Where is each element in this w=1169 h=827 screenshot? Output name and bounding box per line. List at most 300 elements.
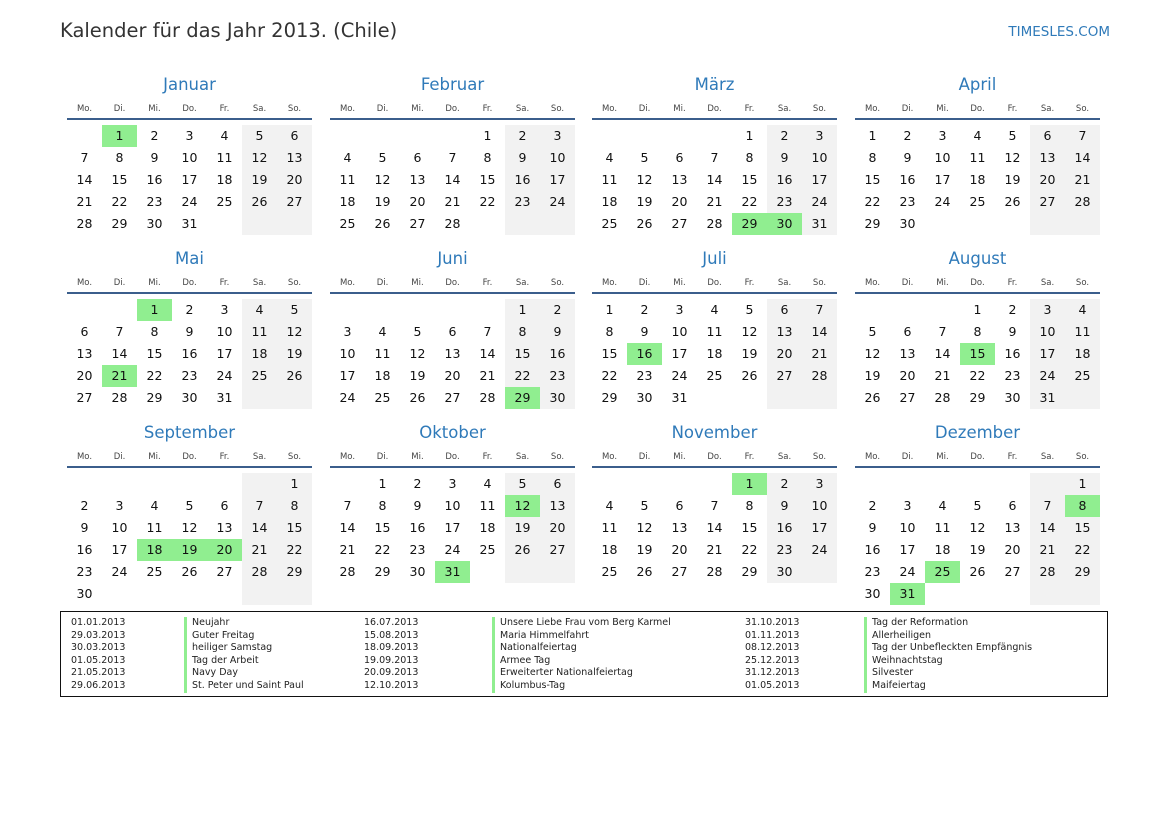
month-name: August [948, 249, 1007, 268]
weekday-label: Mi. [673, 452, 686, 462]
month-rule [592, 466, 837, 468]
day-cell: 26 [1004, 194, 1021, 209]
legend-date: 30.03.2013 [71, 642, 126, 654]
day-cell: 12 [1004, 150, 1021, 165]
day-cell: 20 [286, 172, 303, 187]
weekday-label: Di. [376, 278, 389, 288]
weekday-label: Do. [445, 278, 460, 288]
day-cell: 19 [286, 346, 303, 361]
day-cell: 20 [409, 194, 426, 209]
day-cell: 9 [780, 150, 789, 165]
day-cell: 23 [514, 194, 531, 209]
day-cell: 3 [220, 302, 229, 317]
weekday-label: Mo. [76, 452, 93, 462]
day-cell: 29 [864, 216, 881, 231]
day-cell: 2 [780, 128, 789, 143]
day-cell: 11 [706, 324, 723, 339]
holiday-day-cell: 1 [137, 299, 172, 321]
legend-date: 18.09.2013 [364, 642, 419, 654]
day-cell: 7 [448, 150, 457, 165]
day-cell: 8 [745, 150, 754, 165]
day-cell: 22 [374, 542, 391, 557]
day-cell: 22 [146, 368, 163, 383]
weekday-label: Fr. [1007, 278, 1018, 288]
weekday-label: Mo. [864, 452, 881, 462]
day-cell: 25 [1074, 368, 1091, 383]
day-cell: 2 [868, 498, 877, 513]
day-cell: 5 [640, 498, 649, 513]
day-cell: 18 [969, 172, 986, 187]
day-cell: 13 [549, 498, 566, 513]
day-cell: 22 [741, 194, 758, 209]
day-cell: 17 [899, 542, 916, 557]
day-cell: 27 [216, 564, 233, 579]
day-cell: 28 [251, 564, 268, 579]
weekday-label: Di. [901, 452, 914, 462]
weekday-label: Sa. [1040, 278, 1055, 288]
day-cell: 19 [374, 194, 391, 209]
day-cell: 3 [938, 128, 947, 143]
month-name: März [694, 75, 735, 94]
day-cell: 3 [115, 498, 124, 513]
day-cell: 13 [76, 346, 93, 361]
holiday-day-cell: 31 [890, 583, 925, 605]
day-cell: 24 [444, 542, 461, 557]
day-cell: 13 [1039, 150, 1056, 165]
weekday-label: So. [812, 104, 827, 114]
legend-holiday-name: Allerheiligen [864, 630, 931, 643]
day-cell: 17 [549, 172, 566, 187]
day-cell: 27 [76, 390, 93, 405]
day-cell: 22 [286, 542, 303, 557]
day-cell: 13 [671, 172, 688, 187]
weekday-label: Do. [970, 104, 985, 114]
day-cell: 28 [111, 390, 128, 405]
legend-date: 12.10.2013 [364, 680, 419, 691]
day-cell: 29 [111, 216, 128, 231]
day-cell: 4 [938, 498, 947, 513]
day-cell: 22 [1074, 542, 1091, 557]
day-cell: 15 [514, 346, 531, 361]
day-cell: 27 [671, 564, 688, 579]
day-cell: 3 [448, 476, 457, 491]
day-cell: 26 [864, 390, 881, 405]
day-cell: 1 [290, 476, 299, 491]
day-cell: 16 [409, 520, 426, 535]
day-cell: 3 [1043, 302, 1052, 317]
weekday-label: Mi. [411, 452, 424, 462]
day-cell: 2 [780, 476, 789, 491]
day-cell: 10 [216, 324, 233, 339]
day-cell: 29 [146, 390, 163, 405]
day-cell: 24 [339, 390, 356, 405]
weekday-label: Mo. [339, 278, 356, 288]
day-cell: 24 [671, 368, 688, 383]
legend-date: 01.11.2013 [745, 629, 800, 641]
legend-holiday-name: Maria Himmelfahrt [492, 630, 589, 643]
legend-holiday-name: Maifeiertag [864, 680, 926, 693]
day-cell: 26 [636, 564, 653, 579]
day-cell: 4 [255, 302, 264, 317]
weekday-label: Mi. [936, 104, 949, 114]
day-cell: 7 [710, 150, 719, 165]
day-cell: 31 [811, 216, 828, 231]
day-cell: 3 [815, 128, 824, 143]
month-rule [592, 118, 837, 120]
weekday-label: So. [550, 452, 565, 462]
holiday-day-cell: 12 [505, 495, 540, 517]
day-cell: 8 [150, 324, 159, 339]
day-cell: 11 [934, 520, 951, 535]
day-cell: 11 [601, 520, 618, 535]
day-cell: 12 [409, 346, 426, 361]
month-rule [330, 292, 575, 294]
day-cell: 6 [290, 128, 299, 143]
day-cell: 17 [1039, 346, 1056, 361]
day-cell: 19 [741, 346, 758, 361]
day-cell: 27 [776, 368, 793, 383]
day-cell: 9 [1008, 324, 1017, 339]
day-cell: 12 [181, 520, 198, 535]
day-cell: 27 [409, 216, 426, 231]
day-cell: 17 [934, 172, 951, 187]
weekday-label: So. [287, 104, 302, 114]
day-cell: 11 [216, 150, 233, 165]
day-cell: 27 [1039, 194, 1056, 209]
day-cell: 29 [374, 564, 391, 579]
day-cell: 9 [640, 324, 649, 339]
day-cell: 10 [549, 150, 566, 165]
day-cell: 24 [216, 368, 233, 383]
day-cell: 25 [251, 368, 268, 383]
day-cell: 6 [1008, 498, 1017, 513]
month-rule [67, 118, 312, 120]
weekday-label: So. [550, 104, 565, 114]
day-cell: 12 [251, 150, 268, 165]
weekday-label: Mi. [148, 104, 161, 114]
day-cell: 18 [479, 520, 496, 535]
day-cell: 26 [514, 542, 531, 557]
day-cell: 4 [378, 324, 387, 339]
day-cell: 19 [1004, 172, 1021, 187]
day-cell: 16 [776, 520, 793, 535]
day-cell: 9 [413, 498, 422, 513]
day-cell: 21 [1039, 542, 1056, 557]
holiday-day-cell: 20 [207, 539, 242, 561]
day-cell: 21 [76, 194, 93, 209]
weekday-label: Di. [638, 452, 651, 462]
day-cell: 29 [969, 390, 986, 405]
weekday-label: Sa. [252, 104, 267, 114]
day-cell: 10 [934, 150, 951, 165]
weekday-label: So. [812, 278, 827, 288]
day-cell: 23 [409, 542, 426, 557]
day-cell: 22 [514, 368, 531, 383]
weekday-label: Mi. [936, 452, 949, 462]
day-cell: 7 [343, 498, 352, 513]
weekday-label: Mo. [601, 104, 618, 114]
day-cell: 23 [1004, 368, 1021, 383]
day-cell: 28 [479, 390, 496, 405]
weekday-label: Sa. [515, 278, 530, 288]
legend-holiday-name: Navy Day [184, 667, 238, 680]
day-cell: 15 [374, 520, 391, 535]
month-name: Januar [163, 75, 216, 94]
day-cell: 20 [549, 520, 566, 535]
weekday-label: Mo. [601, 278, 618, 288]
weekday-label: Sa. [777, 278, 792, 288]
day-cell: 29 [601, 390, 618, 405]
weekday-label: Fr. [219, 452, 230, 462]
month-name: Oktober [419, 423, 486, 442]
weekday-label: Mi. [673, 278, 686, 288]
day-cell: 3 [343, 324, 352, 339]
day-cell: 4 [710, 302, 719, 317]
day-cell: 29 [286, 564, 303, 579]
day-cell: 7 [710, 498, 719, 513]
weekday-label: Do. [445, 452, 460, 462]
day-cell: 17 [111, 542, 128, 557]
day-cell: 23 [181, 368, 198, 383]
day-cell: 26 [636, 216, 653, 231]
month-rule [330, 466, 575, 468]
legend-holiday-name: Guter Freitag [184, 630, 254, 643]
holiday-day-cell: 31 [435, 561, 470, 583]
weekday-label: Mo. [864, 278, 881, 288]
legend-date: 21.05.2013 [71, 667, 126, 679]
day-cell: 4 [605, 150, 614, 165]
day-cell: 16 [549, 346, 566, 361]
day-cell: 28 [76, 216, 93, 231]
day-cell: 16 [146, 172, 163, 187]
day-cell: 13 [409, 172, 426, 187]
legend-holiday-name: Silvester [864, 667, 913, 680]
day-cell: 18 [934, 542, 951, 557]
day-cell: 20 [899, 368, 916, 383]
day-cell: 4 [150, 498, 159, 513]
month-name: Juli [702, 249, 727, 268]
day-cell: 31 [1039, 390, 1056, 405]
weekday-label: Fr. [744, 278, 755, 288]
day-cell: 11 [601, 172, 618, 187]
day-cell: 15 [146, 346, 163, 361]
weekday-label: So. [812, 452, 827, 462]
day-cell: 15 [601, 346, 618, 361]
holiday-day-cell: 8 [1065, 495, 1100, 517]
day-cell: 30 [899, 216, 916, 231]
day-cell: 5 [973, 498, 982, 513]
day-cell: 5 [1008, 128, 1017, 143]
day-cell: 25 [706, 368, 723, 383]
weekday-label: Mi. [148, 452, 161, 462]
day-cell: 25 [601, 216, 618, 231]
day-cell: 18 [339, 194, 356, 209]
day-cell: 7 [483, 324, 492, 339]
weekday-label: Di. [113, 452, 126, 462]
day-cell: 1 [1078, 476, 1087, 491]
day-cell: 26 [374, 216, 391, 231]
legend-date: 31.10.2013 [745, 617, 800, 628]
day-cell: 30 [76, 586, 93, 601]
legend-date: 08.12.2013 [745, 642, 800, 654]
weekday-label: Do. [707, 452, 722, 462]
day-cell: 6 [448, 324, 457, 339]
day-cell: 22 [864, 194, 881, 209]
day-cell: 12 [374, 172, 391, 187]
day-cell: 6 [675, 498, 684, 513]
day-cell: 28 [1074, 194, 1091, 209]
legend-holiday-name: Erweiterter Nationalfeiertag [492, 667, 633, 680]
day-cell: 28 [444, 216, 461, 231]
day-cell: 15 [286, 520, 303, 535]
holiday-legend [60, 611, 1108, 697]
day-cell: 22 [479, 194, 496, 209]
day-cell: 23 [146, 194, 163, 209]
day-cell: 16 [864, 542, 881, 557]
weekday-label: Fr. [744, 452, 755, 462]
day-cell: 13 [1004, 520, 1021, 535]
day-cell: 6 [80, 324, 89, 339]
legend-date: 19.09.2013 [364, 654, 419, 666]
day-cell: 18 [251, 346, 268, 361]
legend-holiday-name: heiliger Samstag [184, 642, 272, 655]
day-cell: 9 [553, 324, 562, 339]
site-link[interactable]: TIMESLES.COM [1008, 24, 1110, 40]
month-rule [330, 118, 575, 120]
day-cell: 19 [969, 542, 986, 557]
day-cell: 21 [811, 346, 828, 361]
weekday-label: Mo. [76, 278, 93, 288]
day-cell: 5 [868, 324, 877, 339]
day-cell: 25 [339, 216, 356, 231]
day-cell: 10 [444, 498, 461, 513]
day-cell: 11 [339, 172, 356, 187]
weekday-label: Fr. [1007, 104, 1018, 114]
day-cell: 24 [899, 564, 916, 579]
day-cell: 17 [181, 172, 198, 187]
day-cell: 7 [255, 498, 264, 513]
day-cell: 30 [146, 216, 163, 231]
day-cell: 14 [934, 346, 951, 361]
day-cell: 30 [636, 390, 653, 405]
holiday-day-cell: 15 [960, 343, 995, 365]
day-cell: 30 [181, 390, 198, 405]
day-cell: 14 [706, 520, 723, 535]
weekday-label: Fr. [482, 452, 493, 462]
day-cell: 28 [1039, 564, 1056, 579]
day-cell: 7 [80, 150, 89, 165]
holiday-day-cell: 29 [505, 387, 540, 409]
month-name: Februar [420, 75, 485, 94]
day-cell: 9 [780, 498, 789, 513]
weekday-label: Mo. [339, 452, 356, 462]
day-cell: 25 [216, 194, 233, 209]
day-cell: 12 [636, 520, 653, 535]
day-cell: 8 [745, 498, 754, 513]
holiday-day-cell: 19 [172, 539, 207, 561]
day-cell: 17 [811, 520, 828, 535]
day-cell: 28 [811, 368, 828, 383]
holiday-day-cell: 1 [102, 125, 137, 147]
legend-holiday-name: St. Peter und Saint Paul [184, 680, 304, 693]
day-cell: 2 [553, 302, 562, 317]
legend-holiday-name: Armee Tag [492, 655, 550, 668]
day-cell: 30 [864, 586, 881, 601]
day-cell: 1 [378, 476, 387, 491]
day-cell: 21 [444, 194, 461, 209]
day-cell: 2 [1008, 302, 1017, 317]
day-cell: 18 [216, 172, 233, 187]
weekday-label: Di. [376, 452, 389, 462]
day-cell: 21 [479, 368, 496, 383]
weekday-label: Di. [113, 278, 126, 288]
day-cell: 24 [811, 194, 828, 209]
day-cell: 21 [339, 542, 356, 557]
month-name: Dezember [934, 423, 1021, 442]
day-cell: 19 [251, 172, 268, 187]
day-cell: 21 [934, 368, 951, 383]
legend-date: 01.01.2013 [71, 617, 126, 628]
day-cell: 18 [706, 346, 723, 361]
day-cell: 14 [1039, 520, 1056, 535]
month-name: April [958, 75, 997, 94]
day-cell: 1 [973, 302, 982, 317]
day-cell: 22 [969, 368, 986, 383]
holiday-day-cell: 29 [732, 213, 767, 235]
day-cell: 25 [479, 542, 496, 557]
weekday-label: Di. [376, 104, 389, 114]
day-cell: 1 [483, 128, 492, 143]
day-cell: 2 [185, 302, 194, 317]
day-cell: 12 [741, 324, 758, 339]
day-cell: 7 [115, 324, 124, 339]
day-cell: 6 [553, 476, 562, 491]
weekday-label: Do. [970, 452, 985, 462]
day-cell: 16 [181, 346, 198, 361]
day-cell: 15 [1074, 520, 1091, 535]
day-cell: 5 [185, 498, 194, 513]
day-cell: 11 [251, 324, 268, 339]
day-cell: 9 [150, 150, 159, 165]
day-cell: 30 [549, 390, 566, 405]
weekday-label: Mo. [864, 104, 881, 114]
day-cell: 14 [339, 520, 356, 535]
page-title: Kalender für das Jahr 2013. (Chile) [60, 19, 398, 42]
day-cell: 8 [973, 324, 982, 339]
month-name: November [671, 423, 758, 442]
day-cell: 9 [185, 324, 194, 339]
day-cell: 27 [899, 390, 916, 405]
month-rule [855, 466, 1100, 468]
legend-date: 20.09.2013 [364, 667, 419, 679]
day-cell: 17 [339, 368, 356, 383]
day-cell: 25 [374, 390, 391, 405]
day-cell: 9 [80, 520, 89, 535]
day-cell: 13 [216, 520, 233, 535]
holiday-day-cell: 16 [627, 343, 662, 365]
month-rule [67, 292, 312, 294]
day-cell: 23 [899, 194, 916, 209]
day-cell: 14 [811, 324, 828, 339]
day-cell: 25 [969, 194, 986, 209]
day-cell: 10 [811, 150, 828, 165]
day-cell: 20 [1039, 172, 1056, 187]
day-cell: 8 [868, 150, 877, 165]
day-cell: 5 [290, 302, 299, 317]
day-cell: 11 [969, 150, 986, 165]
day-cell: 20 [671, 194, 688, 209]
day-cell: 31 [671, 390, 688, 405]
